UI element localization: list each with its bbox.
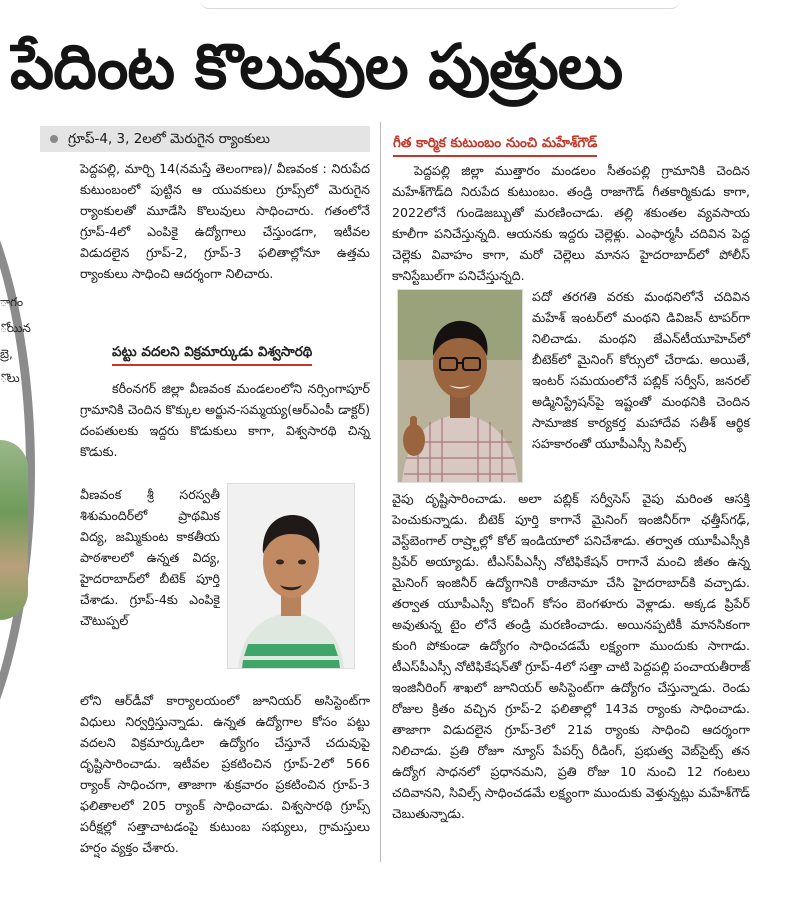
intro-dateline: పెద్దపల్లి, మార్చి 14(నమస్తే తెలంగాణ)/ వీణవంక : [80, 161, 327, 176]
left-cut-text-4: ొలు [0, 371, 20, 385]
portrait-viswasarathi [228, 484, 354, 668]
bullet-icon [50, 135, 58, 143]
subhead-box [40, 126, 370, 152]
story-left-para-side: వీణవంక శ్రీ సరస్వతీ శిశుమందిర్‌లో ప్రాథమిక విద్య, జమ్మికుంట కాకతీయ పాఠశాలలో ఉన్నత విద్య, హైదరాబాద్‌లో బీటెక్‌ పూర్తి చేశాడు. గ్రూప్‌-4కు ఎంపికై చౌటుప్పల్‌ [80, 487, 220, 628]
intro-body: నిరుపేద కుటుంబంలో పుట్టిన ఆ యువకులు గ్రూప్స్‌లో మెరుగైన ర్యాంకులతో మూడేసి కొలువులు సాధించారు. గతంలోనే గ్రూప్‌-4లో ఎంపికై ఉద్యోగాలు చేస్తుండగా, ఇటీవల విడుదలైన గ్రూప్‌-2, గ్రూప్‌-3 ఫలితాల్లోనూ ఉత్తమ ర్యాంకులు సాధించి ఆదర్శంగా నిలిచారు. [80, 161, 370, 281]
story-right-title: గీత కార్మిక కుటుంబం నుంచి మహేశ్‌గౌడ్‌ [393, 131, 597, 157]
story-left-para-top: కరీంనగర్‌ జిల్లా వీణవంక మండలంలోని నర్సింగాపూర్‌ గ్రామానికి చెందిన కొక్కుల అర్జున-సమ్మయ్య(ఆర్‌ఎంపీ డాక్టర్‌) దంపతులకు ఇద్దరు కొడుకులు కాగా, విశ్వసారథి చిన్న కొడుకు. [80, 381, 370, 459]
story-right-para-top: పెద్దపల్లి జిల్లా ముత్తారం మండలం సీతంపల్లి గ్రామానికి చెందిన మహేశ్‌గౌడ్‌ది నిరుపేద కుటుంబం. తండ్రి రాజాగౌడ్‌ గీతకార్మికుడు కాగా, 2022లోనే గుండెజబ్బుతో మరణించాడు. తల్లి శకుంతల వ్యవసాయ కూలీగా పనిచేస్తున్నది. ఆయనకు ఇద్దరు చెల్లెళ్లు. ఎంఫార్మసీ చదివిన పెద్ద చెల్లెకు వివాహం కాగా, మరో చెల్లెలు మానస హైదరాబాద్‌లో పోలీస్‌ కానిస్టేబుల్‌గా పనిచేస్తున్నది. [392, 163, 750, 283]
subhead-text: గ్రూప్‌-4, 3, 2లలో మెరుగైన ర్యాంకులు [68, 131, 270, 147]
intro-paragraph [80, 158, 370, 284]
story-left-title: పట్టు వదలని విక్రమార్కుడు విశ్వసారథి [112, 340, 312, 366]
story-right-para-side: పదో తరగతి వరకు మంథనిలోనే చదివిన మహేశ్‌ ఇంటర్‌లో మంథని డివిజన్‌ టాపర్‌గా నిలిచాడు. మంథని జేఎన్‌టీయూహెచ్‌లో బీటెక్‌లో మైనింగ్‌ కోర్సులో చేరాడు. అయితే, ఇంటర్‌ సమయంలోనే పబ్లిక్‌ సర్వీస్‌, జనరల్‌ అడ్మినిస్ట్రేషన్‌పై ఇష్టంతో మంథనికి చెందిన సామాజిక కార్యకర్త మహాదేవ సతీశ్‌ ఆర్థిక సహకారంతో యూపీఎస్సీ సివిల్స్‌ [532, 289, 750, 451]
left-cut-text-3: బ్రె, [0, 347, 13, 361]
story-left-para-bottom: లోని ఆర్‌డీవో కార్యాలయంలో జూనియర్‌ అసిస్టెంట్‌గా విధులు నిర్వర్తిస్తున్నాడు. ఉన్నత ఉద్యోగాల కోసం పట్టు వదలని విక్రమార్కుడిలా ఉద్యోగం చేస్తూనే చదువుపై దృష్టిసారించాడు. ఇటీవల ప్రకటించిన గ్రూప్‌-2లో 566 ర్యాంక్‌ సాధించగా, తాజాగా శుక్రవారం ప్రకటించిన గ్రూప్‌-3 ఫలితాలలో 205 ర్యాంక్‌ సాధించాడు. విశ్వసారథి గ్రూప్స్‌ పరీక్షల్లో సత్తాచాటడంపై కుటుంబ సభ్యులు, గ్రామస్తులు హర్షం వ్యక్తం చేశారు. [80, 693, 370, 855]
left-cut-text-1: ాగం [0, 295, 24, 309]
page-headline: పేదింట కొలువుల పుత్రులు [10, 30, 623, 103]
portrait-mahesh-goud [398, 290, 522, 482]
story-right-para-bottom: వైపు దృష్టిసారించాడు. అలా పబ్లిక్‌ సర్వీసెస్‌ వైపు మరింత ఆసక్తి పెంచుకున్నాడు. బీటెక్‌ పూర్తి కాగానే మైనింగ్‌ ఇంజినీర్‌గా ఛత్తీస్‌గఢ్‌, వెస్ట్‌బెంగాల్‌ రాష్ర్టాల్లో కోల్‌ ఇండియాలో పనిచేశాడు. తర్వాత యూపీఎస్సీకి ప్రిపేర్‌ అయ్యాడు. టీఎస్‌పీఎస్సీ నోటిఫికేషన్‌ రాగానే మంచి జీతం ఉన్న మైనింగ్‌ ఇంజినీర్‌ ఉద్యోగానికి రాజీనామా చేసి హైదరాబాద్‌కి వచ్చాడు. తర్వాత యూపీఎస్సీ కోచింగ్‌ కోసం బెంగళూరు వెళ్లాడు. అక్కడ ప్రిపేర్‌ అవుతున్న టైం లోనే తండ్రి మరణించాడు. అయినప్పటికీ మానసికంగా కుంగి పోకుండా ఉద్యోగం సాధించడమే లక్ష్యంగా ముందుకు సాగాడు. టీఎస్‌పీఎస్సీ నోటిఫికేషన్‌తో గ్రూప్‌-4లో సత్తా చాటి పెద్దపల్లి పంచాయతీరాజ్‌ ఇంజినీరింగ్‌ శాఖలో జూనియర్‌ అసిస్టెంట్‌గా ఉద్యోగం చేస్తున్నాడు. రెండు రోజుల క్రితం వచ్చిన గ్రూప్‌-2 ఫలితాల్లో 143వ ర్యాంకు సాధించాడు. తాజాగా విడుదలైన గ్రూప్‌-3లో 21వ ర్యాంకు సాధించి ఆదర్శంగా నిలిచాడు. ప్రతి రోజూ న్యూస్‌ పేపర్స్‌ రీడింగ్‌, ప్రభుత్వ వెబ్‌సైట్స్‌ తన ఉద్యోగ సాధనలో ప్రధానమని, ప్రతి రోజు 10 నుంచి 12 గంటలు చదివానని, సివిల్స్‌ సాధించడమే లక్ష్యంగా ముందుకు వెళ్తున్నట్లు మహేశ్‌గౌడ్‌ చెబుతున్నాడు. [392, 491, 750, 821]
column-divider [380, 122, 381, 862]
left-cut-text-2: ోయిన [0, 321, 31, 335]
cropped-field-photo [0, 440, 28, 620]
top-edge-decoration [200, 0, 680, 9]
